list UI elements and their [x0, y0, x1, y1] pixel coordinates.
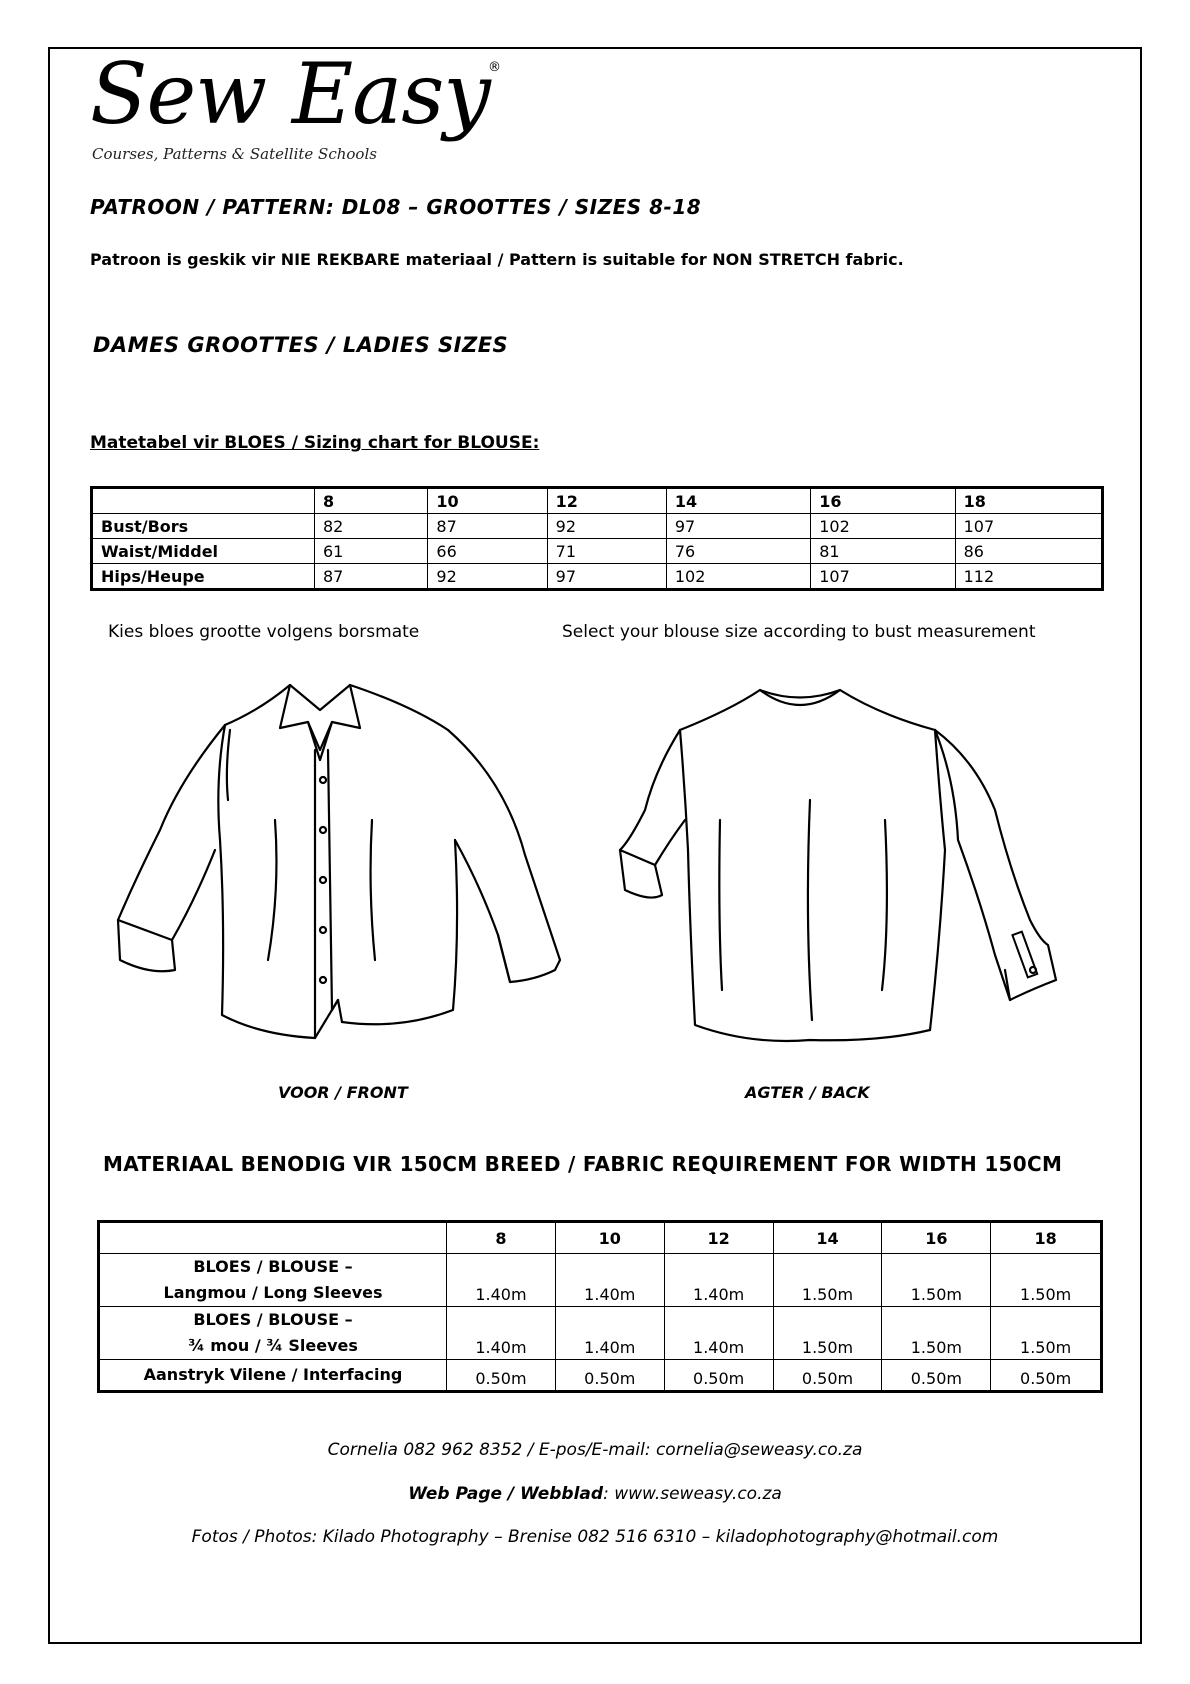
registered-mark: ®	[488, 60, 501, 75]
row-label	[99, 1254, 447, 1307]
table-row	[92, 564, 1103, 590]
row-label-line2: ¾ mou / ¾ Sleeves	[188, 1336, 358, 1355]
row-label: Aanstryk Vilene / Interfacing	[99, 1360, 447, 1392]
table-cell: 107	[955, 514, 1102, 539]
pattern-title: PATROON / PATTERN: DL08 – GROOTTES / SIZES 8-18	[90, 195, 702, 219]
table-row	[99, 1360, 1102, 1392]
sew-easy-logo	[90, 45, 510, 172]
size-header: 8	[447, 1222, 556, 1254]
table-cell: 1.50m	[991, 1254, 1102, 1307]
size-header: 14	[666, 488, 810, 514]
size-header: 16	[811, 488, 955, 514]
table-cell: 102	[666, 564, 810, 590]
size-header: 8	[315, 488, 428, 514]
select-size-english: Select your blouse size according to bust measurement	[562, 622, 1036, 642]
table-cell: 1.40m	[555, 1254, 664, 1307]
web-label: Web Page / Webblad	[408, 1484, 604, 1504]
row-label-line1: BLOES / BLOUSE –	[193, 1257, 353, 1276]
fabric-requirement-table	[97, 1220, 1103, 1393]
table-row	[92, 539, 1103, 564]
table-cell: 81	[811, 539, 955, 564]
row-label-line1: BLOES / BLOUSE –	[193, 1310, 353, 1329]
table-cell: 1.50m	[773, 1254, 882, 1307]
sizing-table	[90, 486, 1104, 591]
table-cell: 97	[666, 514, 810, 539]
blouse-front-drawing	[110, 670, 580, 1070]
logo-tagline: Courses, Patterns & Satellite Schools	[92, 145, 377, 163]
table-cell: 0.50m	[664, 1360, 773, 1392]
table-cell: 0.50m	[555, 1360, 664, 1392]
sizing-chart-title: Matetabel vir BLOES / Sizing chart for BLOUSE:	[90, 433, 540, 453]
size-header: 18	[991, 1222, 1102, 1254]
fabric-requirement-heading: MATERIAAL BENODIG VIR 150CM BREED / FABRIC REQUIREMENT FOR WIDTH 150CM	[103, 1152, 1063, 1176]
logo-wordmark: Sew Easy	[90, 45, 490, 143]
blouse-back-drawing	[600, 670, 1070, 1070]
row-label: Waist/Middel	[92, 539, 315, 564]
size-header: 16	[882, 1222, 991, 1254]
table-cell: 112	[955, 564, 1102, 590]
table-cell: 82	[315, 514, 428, 539]
section-heading: DAMES GROOTTES / LADIES SIZES	[93, 333, 509, 357]
table-cell: 0.50m	[882, 1360, 991, 1392]
size-header: 12	[547, 488, 666, 514]
table-cell: 1.40m	[555, 1307, 664, 1360]
size-header: 10	[428, 488, 547, 514]
table-cell: 92	[547, 514, 666, 539]
table-row	[99, 1307, 1102, 1360]
table-cell: 1.40m	[664, 1307, 773, 1360]
table-corner-cell	[92, 488, 315, 514]
back-caption: AGTER / BACK	[745, 1083, 870, 1102]
select-size-afrikaans: Kies bloes grootte volgens borsmate	[108, 622, 420, 642]
row-label: Bust/Bors	[92, 514, 315, 539]
table-header-row	[92, 488, 1103, 514]
table-cell: 97	[547, 564, 666, 590]
table-cell: 87	[315, 564, 428, 590]
table-cell: 102	[811, 514, 955, 539]
table-cell: 1.50m	[991, 1307, 1102, 1360]
row-label	[99, 1307, 447, 1360]
fabric-note: Patroon is geskik vir NIE REKBARE materiaal / Pattern is suitable for NON STRETCH fabric.	[90, 250, 904, 269]
table-row	[92, 514, 1103, 539]
table-corner-cell	[99, 1222, 447, 1254]
table-cell: 86	[955, 539, 1102, 564]
table-cell: 1.40m	[447, 1254, 556, 1307]
size-header: 18	[955, 488, 1102, 514]
row-label-line2: Langmou / Long Sleeves	[163, 1283, 383, 1302]
table-cell: 1.50m	[773, 1307, 882, 1360]
table-cell: 1.40m	[447, 1307, 556, 1360]
table-cell: 61	[315, 539, 428, 564]
table-cell: 71	[547, 539, 666, 564]
web-line	[0, 1484, 1190, 1504]
table-cell: 1.40m	[664, 1254, 773, 1307]
front-caption: VOOR / FRONT	[278, 1083, 408, 1102]
table-cell: 87	[428, 514, 547, 539]
table-cell: 1.50m	[882, 1254, 991, 1307]
size-header: 10	[555, 1222, 664, 1254]
table-row	[99, 1254, 1102, 1307]
web-url[interactable]: : www.seweasy.co.za	[603, 1484, 782, 1504]
contact-line: Cornelia 082 962 8352 / E-pos/E-mail: cornelia@seweasy.co.za	[327, 1440, 863, 1460]
table-cell: 92	[428, 564, 547, 590]
table-cell: 0.50m	[991, 1360, 1102, 1392]
table-cell: 107	[811, 564, 955, 590]
table-cell: 1.50m	[882, 1307, 991, 1360]
size-header: 12	[664, 1222, 773, 1254]
row-label: Hips/Heupe	[92, 564, 315, 590]
table-cell: 0.50m	[773, 1360, 882, 1392]
photo-credit-line: Fotos / Photos: Kilado Photography – Brenise 082 516 6310 – kiladophotography@hotmail.com	[191, 1527, 999, 1547]
table-header-row	[99, 1222, 1102, 1254]
size-header: 14	[773, 1222, 882, 1254]
table-cell: 66	[428, 539, 547, 564]
table-cell: 76	[666, 539, 810, 564]
table-cell: 0.50m	[447, 1360, 556, 1392]
